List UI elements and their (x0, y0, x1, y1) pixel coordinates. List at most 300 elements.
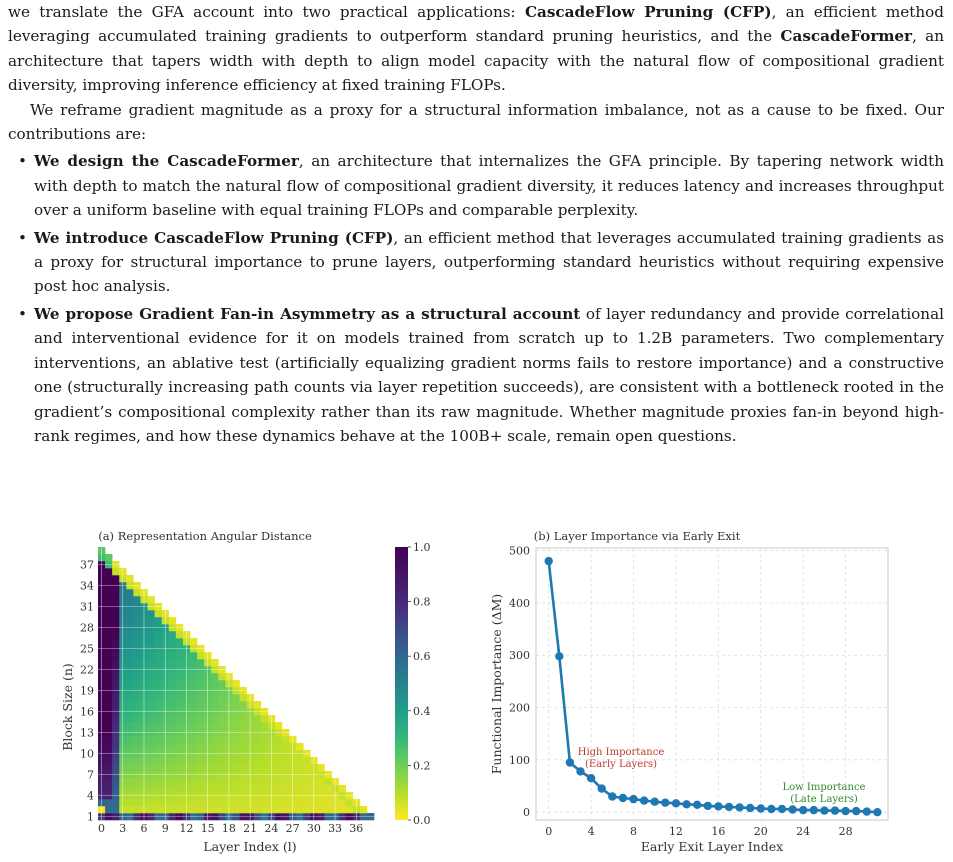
heatmap-cell (254, 722, 261, 729)
heatmap-cell (133, 785, 140, 792)
line-y-label: Functional Importance (ΔM) (489, 593, 504, 775)
colorbar-tick-label: 0.0 (413, 814, 431, 827)
heatmap-cell (190, 757, 197, 764)
heatmap-cell (197, 806, 204, 813)
heatmap-cell (133, 757, 140, 764)
heatmap-cell (169, 701, 176, 708)
heatmap-cell (339, 799, 346, 806)
heatmap-cells (98, 547, 374, 820)
heatmap-cell (197, 701, 204, 708)
reframe-paragraph: We reframe gradient magnitude as a proxy for a structural information imbalance, not as a cause to be fixed. Our contributions are: (8, 100, 944, 144)
heatmap-cell (169, 764, 176, 771)
heatmap-cell (133, 673, 140, 680)
data-point (545, 557, 553, 565)
heatmap-cell (190, 722, 197, 729)
heatmap-cell (218, 715, 225, 722)
heatmap-cell (169, 680, 176, 687)
heatmap-cell (218, 743, 225, 750)
heatmap-cell (190, 659, 197, 666)
data-point (852, 807, 860, 815)
heatmap-cell (169, 652, 176, 659)
heatmap-cell (105, 736, 112, 743)
heatmap-cell (303, 785, 310, 792)
heatmap-cell (155, 757, 162, 764)
heatmap-cell (112, 799, 119, 806)
heatmap-cell (261, 736, 268, 743)
heatmap-cell (105, 764, 112, 771)
heatmap-cell (197, 757, 204, 764)
bullet: • (18, 304, 27, 323)
heatmap-cell (133, 694, 140, 701)
heatmap-y-tick: 1 (87, 810, 94, 824)
heatmap-cell (211, 778, 218, 785)
heatmap-cell (155, 722, 162, 729)
heatmap-cell (232, 743, 239, 750)
heatmap-cell (155, 736, 162, 743)
heatmap-cell (360, 806, 367, 813)
line-x-tick: 16 (711, 825, 726, 838)
heatmap-cell (197, 743, 204, 750)
heatmap-cell (112, 694, 119, 701)
heatmap-cell (296, 799, 303, 806)
heatmap-cell (282, 806, 289, 813)
data-point (873, 808, 881, 816)
colorbar-tick-label: 0.6 (413, 650, 431, 664)
heatmap-x-tick: 21 (243, 822, 258, 835)
heatmap-cell (190, 694, 197, 701)
heatmap-cell (282, 736, 289, 743)
heatmap-cell (282, 778, 289, 785)
heatmap-cell (254, 785, 261, 792)
heatmap-cell (133, 701, 140, 708)
data-point (629, 795, 637, 803)
heatmap-cell (296, 743, 303, 750)
heatmap-cell (112, 743, 119, 750)
heatmap-cell (126, 778, 133, 785)
heatmap-cell (240, 764, 247, 771)
heatmap-cell (112, 736, 119, 743)
heatmap-cell (155, 610, 162, 617)
heatmap-cell (232, 701, 239, 708)
heatmap-cell (148, 617, 155, 624)
heatmap-cell (112, 589, 119, 596)
heatmap-cell (190, 764, 197, 771)
heatmap-cell (232, 806, 239, 813)
heatmap-cell (261, 757, 268, 764)
heatmap-cell (275, 778, 282, 785)
heatmap-y-tick: 31 (80, 600, 94, 614)
cascadeformer-term: CascadeFormer (780, 27, 913, 46)
heatmap-cell (232, 785, 239, 792)
data-point (841, 807, 849, 815)
heatmap-cell (232, 757, 239, 764)
colorbar-tick-label: 1.0 (413, 541, 431, 554)
heatmap-cell (296, 778, 303, 785)
heatmap-cell (112, 680, 119, 687)
heatmap-cell (133, 638, 140, 645)
heatmap-cell (155, 617, 162, 624)
heatmap-y-tick: 37 (80, 558, 94, 572)
heatmap-cell (105, 799, 112, 806)
heatmap-x-tick: 27 (285, 822, 300, 835)
heatmap-cell (105, 715, 112, 722)
annotation-low-importance-sub: (Late Layers) (790, 794, 858, 805)
heatmap-cell (169, 736, 176, 743)
heatmap-cell (240, 736, 247, 743)
heatmap-cell (254, 799, 261, 806)
heatmap-cell (133, 596, 140, 603)
heatmap-cell (133, 652, 140, 659)
heatmap-cell (176, 799, 183, 806)
heatmap-cell (176, 638, 183, 645)
heatmap-cell (240, 722, 247, 729)
heatmap-cell (254, 778, 261, 785)
heatmap-cell (105, 757, 112, 764)
heatmap-cell (296, 757, 303, 764)
heatmap-cell (218, 757, 225, 764)
heatmap-cell (190, 673, 197, 680)
data-point (576, 767, 584, 775)
line-y-tick: 200 (509, 701, 530, 715)
data-point (555, 652, 563, 660)
heatmap-cell (148, 736, 155, 743)
heatmap-cell (211, 680, 218, 687)
heatmap-cell (126, 743, 133, 750)
heatmap-cell (105, 631, 112, 638)
data-point (788, 805, 796, 813)
heatmap-cell (105, 722, 112, 729)
heatmap-cell (105, 680, 112, 687)
heatmap-cell (105, 610, 112, 617)
heatmap-cell (105, 652, 112, 659)
heatmap-cell (133, 631, 140, 638)
heatmap-cell (296, 806, 303, 813)
heatmap-cell (218, 701, 225, 708)
contribution-text: of layer redundancy and provide correlational and interventional evidence for it on models trained from scratch up to 1.2B parameters. Two complementary interventions, an ablative test (artificially equalizing gradient norms fails to restore importance) and a constructive one (structurally increasing path counts via layer repetition succeeds), are consistent with a bottleneck rooted in the gradient’s compositional complexity rather than its raw magnitude. Whether magnitude proxies fan-in beyond high-rank regimes, and how these dynamics behave at the 100B+ scale, remain open questions. (34, 304, 944, 445)
heatmap-cell (126, 659, 133, 666)
heatmap-cell (261, 743, 268, 750)
heatmap-cell (112, 806, 119, 813)
heatmap-cell (105, 638, 112, 645)
p1-mid: , an efficient method leveraging accumulated training gradients to outperform standard pruning heuristics, and the (8, 3, 945, 46)
data-point (672, 799, 680, 807)
heatmap-cell (303, 778, 310, 785)
heatmap-cell (155, 631, 162, 638)
heatmap-cell (275, 736, 282, 743)
heatmap-cell (112, 673, 119, 680)
heatmap-y-tick: 10 (80, 747, 94, 761)
heatmap-cell (190, 701, 197, 708)
heatmap-cell (169, 694, 176, 701)
heatmap-cell (211, 715, 218, 722)
contribution-item (8, 226, 944, 299)
data-point (820, 806, 828, 814)
body-text (8, 0, 944, 448)
heatmap-y-tick: 28 (80, 621, 94, 635)
heatmap-cell (126, 701, 133, 708)
heatmap-cell (112, 652, 119, 659)
heatmap-cell (176, 736, 183, 743)
heatmap-cell (169, 617, 176, 624)
heatmap-cell (346, 799, 353, 806)
heatmap-cell (105, 785, 112, 792)
heatmap-cell (282, 799, 289, 806)
heatmap-cell (155, 701, 162, 708)
heatmap-cell (155, 743, 162, 750)
heatmap-cell (275, 743, 282, 750)
heatmap-cell (339, 785, 346, 792)
data-point (810, 806, 818, 814)
heatmap-cell (155, 680, 162, 687)
heatmap-cell (148, 743, 155, 750)
heatmap-cell (232, 722, 239, 729)
heatmap-cell (303, 799, 310, 806)
heatmap-cell (324, 785, 331, 792)
line-x-tick: 28 (838, 825, 853, 838)
heatmap-cell (148, 764, 155, 771)
heatmap-cell (112, 764, 119, 771)
heatmap-cell (282, 785, 289, 792)
heatmap-cell (190, 680, 197, 687)
data-point (757, 804, 765, 812)
heatmap-y-tick: 4 (87, 789, 94, 803)
heatmap-cell (232, 694, 239, 701)
data-point (608, 792, 616, 800)
heatmap-cell (176, 680, 183, 687)
heatmap-cell (197, 785, 204, 792)
heatmap-cell (190, 785, 197, 792)
heatmap-title: (a) Representation Angular Distance (98, 529, 312, 543)
heatmap-cell (148, 659, 155, 666)
heatmap-cell (254, 743, 261, 750)
heatmap-cell (282, 764, 289, 771)
heatmap-cell (317, 799, 324, 806)
heatmap-cell (148, 638, 155, 645)
heatmap-cell (275, 806, 282, 813)
heatmap-cell (197, 694, 204, 701)
heatmap-x-tick: 6 (140, 822, 148, 835)
heatmap-cell (126, 806, 133, 813)
heatmap-cell (126, 722, 133, 729)
heatmap-cell (218, 673, 225, 680)
heatmap-cell (169, 659, 176, 666)
heatmap-cell (240, 778, 247, 785)
line-y-tick: 300 (509, 649, 530, 663)
heatmap-cell (105, 673, 112, 680)
heatmap-cell (254, 701, 261, 708)
heatmap-cell (105, 554, 112, 561)
heatmap-cell (211, 764, 218, 771)
heatmap-cell (105, 806, 112, 813)
heatmap-cell (324, 778, 331, 785)
p1-post: , an architecture that tapers width with depth to align model capacity with the natural flow of compositional gradient diversity, improving inference efficiency at fixed training FLOPs. (8, 27, 945, 95)
heatmap-cell (126, 617, 133, 624)
heatmap-cell (155, 659, 162, 666)
data-point (587, 774, 595, 782)
heatmap-cell (126, 736, 133, 743)
heatmap-cell (317, 764, 324, 771)
angular-distance-heatmap (40, 525, 460, 862)
heatmap-x-tick: 9 (161, 822, 169, 835)
heatmap-cell (155, 715, 162, 722)
annotation-low-importance: Low Importance (782, 782, 866, 793)
heatmap-cell (155, 785, 162, 792)
heatmap-cell (339, 806, 346, 813)
heatmap-cell (240, 785, 247, 792)
data-point (725, 803, 733, 811)
heatmap-cell (211, 659, 218, 666)
heatmap-cell (133, 764, 140, 771)
heatmap-cell (126, 715, 133, 722)
heatmap-cell (232, 799, 239, 806)
line-x-label: Early Exit Layer Index (640, 839, 784, 854)
heatmap-cell (112, 701, 119, 708)
heatmap-cell (176, 785, 183, 792)
heatmap-cell (105, 568, 112, 575)
heatmap-cell (112, 631, 119, 638)
heatmap-cell (197, 715, 204, 722)
heatmap-cell (240, 701, 247, 708)
heatmap-cell (105, 575, 112, 582)
p1-pre: we translate the GFA account into two practical applications: (8, 3, 525, 21)
heatmap-cell (197, 659, 204, 666)
heatmap-cell (133, 617, 140, 624)
heatmap-cell (240, 757, 247, 764)
heatmap-cell (112, 568, 119, 575)
colorbar-ticks (408, 541, 431, 827)
heatmap-cell (232, 715, 239, 722)
colorbar-tick-label: 0.8 (413, 595, 431, 609)
data-point (767, 805, 775, 813)
heatmap-cell (133, 799, 140, 806)
heatmap-cell (133, 610, 140, 617)
heatmap-cell (211, 701, 218, 708)
heatmap-cell (197, 799, 204, 806)
heatmap-cell (126, 799, 133, 806)
heatmap-cell (275, 799, 282, 806)
heatmap-cell (169, 757, 176, 764)
heatmap-cell (133, 778, 140, 785)
line-x-ticks (545, 825, 852, 838)
heatmap-cell (218, 806, 225, 813)
heatmap-cell (176, 701, 183, 708)
heatmap-y-ticks (80, 559, 94, 824)
heatmap-cell (211, 694, 218, 701)
heatmap-cell (105, 596, 112, 603)
heatmap-cell (190, 652, 197, 659)
heatmap-cell (254, 736, 261, 743)
heatmap-cell (155, 764, 162, 771)
heatmap-x-tick: 0 (98, 822, 106, 835)
heatmap-cell (190, 736, 197, 743)
heatmap-cell (169, 806, 176, 813)
contributions-list (8, 149, 944, 448)
heatmap-cell (232, 778, 239, 785)
heatmap-cell (261, 764, 268, 771)
heatmap-cell (105, 659, 112, 666)
intro-paragraph (8, 0, 944, 98)
line-title: (b) Layer Importance via Early Exit (533, 529, 741, 543)
heatmap-cell (282, 743, 289, 750)
data-point (863, 807, 871, 815)
heatmap-cell (197, 736, 204, 743)
heatmap-x-tick: 15 (200, 822, 215, 835)
heatmap-cell (317, 778, 324, 785)
heatmap-cell (211, 736, 218, 743)
heatmap-cell (126, 785, 133, 792)
heatmap-cell (197, 673, 204, 680)
line-x-tick: 8 (630, 825, 638, 838)
contribution-lead: We design the CascadeFormer (34, 152, 299, 171)
heatmap-cell (105, 589, 112, 596)
heatmap-cell (112, 722, 119, 729)
line-y-tick: 100 (509, 753, 530, 767)
heatmap-cell (211, 673, 218, 680)
heatmap-cell (148, 694, 155, 701)
heatmap-cell (303, 806, 310, 813)
heatmap-cell (112, 638, 119, 645)
data-point (619, 794, 627, 802)
data-point (778, 805, 786, 813)
cfp-term: CascadeFlow Pruning (CFP) (524, 3, 772, 21)
heatmap-cell (148, 631, 155, 638)
heatmap-cell (176, 806, 183, 813)
contribution-item (8, 149, 944, 222)
annotation-high-importance-sub: (Early Layers) (585, 759, 657, 770)
heatmap-cell (197, 680, 204, 687)
heatmap-cell (176, 652, 183, 659)
line-x-tick: 24 (796, 825, 811, 838)
heatmap-cell (240, 799, 247, 806)
heatmap-cell (176, 631, 183, 638)
heatmap-cell (254, 806, 261, 813)
heatmap-cell (176, 764, 183, 771)
heatmap-cell (254, 715, 261, 722)
heatmap-cell (148, 722, 155, 729)
heatmap-cell (105, 617, 112, 624)
heatmap-x-tick: 36 (349, 822, 364, 835)
heatmap-cell (254, 757, 261, 764)
heatmap-x-tick: 12 (179, 822, 194, 835)
line-x-tick: 0 (545, 825, 553, 838)
heatmap-cell (176, 673, 183, 680)
heatmap-cell (275, 785, 282, 792)
heatmap-cell (133, 680, 140, 687)
colorbar (395, 547, 408, 820)
heatmap-cell (169, 631, 176, 638)
heatmap-x-ticks (98, 822, 363, 835)
contribution-text: , an architecture that internalizes the GFA principle. By tapering network width with depth to match the natural flow of compositional gradient diversity, it reduces latency and increases throughput over a uniform baseline with equal training FLOPs and comparable perplexity. (34, 152, 944, 220)
heatmap-cell (155, 806, 162, 813)
data-point (735, 803, 743, 811)
heatmap-cell (197, 722, 204, 729)
annotation-high-importance: High Importance (577, 747, 665, 758)
colorbar-tick-label: 0.2 (413, 759, 431, 773)
heatmap-cell (296, 785, 303, 792)
data-point (704, 802, 712, 810)
heatmap-cell (346, 806, 353, 813)
heatmap-cell (105, 743, 112, 750)
heatmap-cell (155, 638, 162, 645)
line-y-tick: 400 (509, 596, 530, 610)
heatmap-cell (169, 778, 176, 785)
heatmap-cell (218, 785, 225, 792)
heatmap-cell (197, 652, 204, 659)
heatmap-cell (148, 701, 155, 708)
heatmap-cell (169, 785, 176, 792)
heatmap-cell (176, 694, 183, 701)
heatmap-cell (126, 631, 133, 638)
